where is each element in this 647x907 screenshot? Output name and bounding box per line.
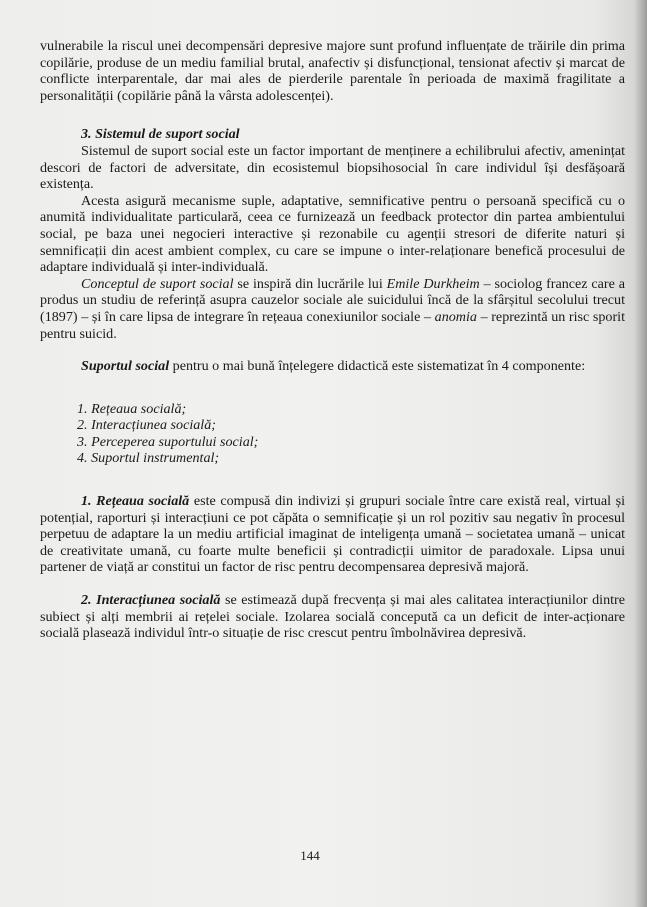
term-social-network: 1. Rețeaua socială (81, 493, 190, 510)
paragraph-social-interaction (40, 592, 625, 642)
author-name: Emile Durkheim (386, 275, 480, 292)
body-text (40, 38, 625, 642)
text-run: se estimează după frecvența și mai ales calitatea interacțiunilor dintre subiect și alți membrii ai rețelei sociale. Izolarea socială concepută ca un deficit de inter-acționare socială plasează individul într-o situație de risc crescut pentru îmbolnăvirea depresivă. (40, 592, 625, 642)
section-heading: 3. Sistemul de suport social (81, 126, 240, 143)
term-anomia: anomia (434, 308, 477, 325)
list-item: 3. Perceperea suportului social; (77, 433, 259, 450)
list-item: 2. Interacțiunea socială; (77, 417, 216, 434)
term-social-support: Suportul social (81, 358, 170, 375)
list-item: 1. Rețeaua socială; (77, 400, 187, 417)
paragraph-durkheim (40, 276, 625, 342)
components-list (40, 401, 625, 467)
list-item: 4. Suportul instrumental; (77, 450, 220, 467)
paragraph-continuation: vulnerabile la riscul unei decompensări depresive majore sunt profund influențate de trăirile din prima copilărie, produse de un mediu familial brutal, anafectiv și disfuncțional, tensionat afectiv și marcat de conflicte interparentale, dar mai ales de pierderile parentale în perioada de maximă fragilitate a personalității (copilărie până la vârsta adolescenței). (40, 38, 625, 104)
term-social-interaction: 2. Interacțiunea socială (81, 592, 221, 609)
text-run: – sociolog francez care a produs un studiu de referință asupra cauzelor sociale ale suicidului încă de la sfârșitul secolului trecut (1897) – și în care lipsa de integrare în rețeaua conexiunilor sociale – (40, 275, 625, 325)
paragraph-components-intro (40, 358, 625, 375)
text-run: pentru o mai bună înțelegere didactică este sistematizat în 4 componente: (169, 358, 586, 375)
paragraph-support-system: Sistemul de suport social este un factor important de menținere a echilibrului afectiv, amenințat descori de factori de adversitate, din ecosistemul biopsihosocial în care individul își desfășoară existența. (40, 142, 625, 193)
term-concept: Conceptul de suport social (81, 275, 234, 292)
paragraph-mechanisms: Acesta asigură mecanisme suple, adaptative, semnificative pentru o persoană specifică cu o anumită individualitate particulară, ceea ce furnizează un feedback protector din partea ambientului social, pe baza unei negocieri interactive și rezonabile cu agenții stresori de diferite naturi și semnificații din acest ambient complex, cu care se impune o inter-relaționare benefică procesului de adaptare individuală și inter-individuală. (40, 192, 625, 276)
paragraph-social-network (40, 493, 625, 576)
page-number: 144 (300, 848, 320, 863)
text-run: – reprezintă un risc sporit pentru suicid. (40, 308, 626, 342)
text-run: se inspiră din lucrările lui (233, 275, 387, 292)
text-run: este compusă din indivizi și grupuri sociale între care există real, virtual și potențial, raporturi și interacțiuni ce pot căpăta o semnificație și un rol pozitiv sau negativ în procesul perpetuu de adaptare la un mediu artificial imaginat de inteligența umană – societatea umană – unicat de creativitate umană, cu foarte multe beneficii și contradicții uimitor de paradoxale. Lipsa unui partener de viață ar constitui un factor de risc pentru decompensarea depresivă majoră. (40, 493, 625, 576)
